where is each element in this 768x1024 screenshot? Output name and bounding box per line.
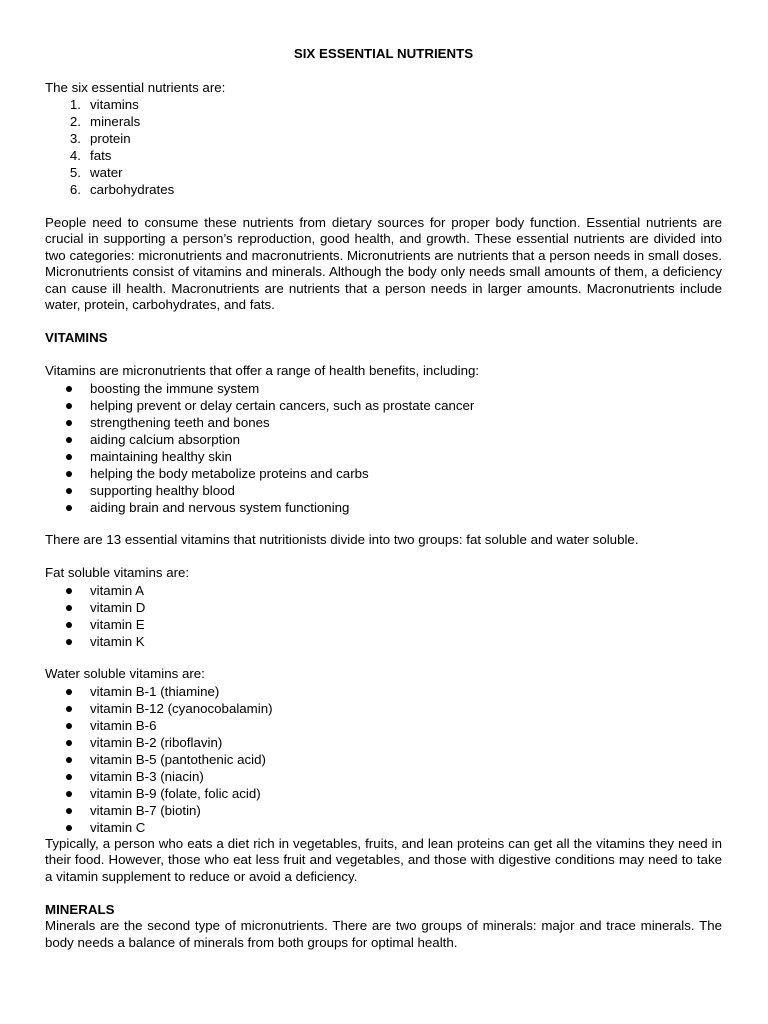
list-item: vitamin B-2 (riboflavin) [45, 734, 722, 751]
vitamins-closing-paragraph: Typically, a person who eats a diet rich in vegetables, fruits, and lean proteins can get all the vitamins they need in their food. However, those who eat less fruit and vegetables, and those with digestive conditions may need to take a vitamin supplement to reduce or avoid a deficiency. [45, 835, 722, 884]
list-item: 1. vitamins [45, 96, 722, 113]
nutrients-list [45, 96, 722, 198]
spacer [45, 516, 722, 533]
list-number: 1. [69, 97, 81, 112]
bullet-icon [66, 740, 72, 746]
fat-soluble-list [45, 582, 722, 650]
list-item: vitamin B-6 [45, 717, 722, 734]
list-item: 3. protein [45, 130, 722, 147]
water-soluble-list [45, 683, 722, 836]
bullet-icon [66, 488, 72, 494]
list-item: aiding brain and nervous system functioning [45, 499, 722, 516]
bullet-icon [66, 588, 72, 594]
spacer [45, 347, 722, 364]
list-item: vitamin C [45, 819, 722, 836]
bullet-icon [66, 689, 72, 695]
bullet-icon [66, 774, 72, 780]
bullet-icon [66, 757, 72, 763]
nutrients-intro: The six essential nutrients are: [45, 79, 226, 95]
vitamin-groups-text: There are 13 essential vitamins that nutritionists divide into two groups: fat soluble and water soluble. [45, 532, 639, 547]
bullet-icon [66, 639, 72, 645]
list-item: vitamin B-12 (cyanocobalamin) [45, 700, 722, 717]
bullet-icon [66, 471, 72, 477]
nutrients-paragraph: People need to consume these nutrients from dietary sources for proper body function. Essential nutrients are crucial in supporting a person’s reproduction, good health, and growth. These essential nutrients are divided into two categories: micronutrients and macronutrients. Micronutrients are nutrients that a person needs in small doses. Micronutrients consist of vitamins and minerals. Although the body only needs small amounts of them, a deficiency can cause ill health. Macronutrients are nutrients that a person needs in larger amounts. Macronutrients include water, protein, carbohydrates, and fats. [45, 214, 722, 312]
bullet-icon [66, 622, 72, 628]
list-item: vitamin B-9 (folate, folic acid) [45, 785, 722, 802]
bullet-icon [66, 454, 72, 460]
list-item: maintaining healthy skin [45, 448, 722, 465]
bullet-icon [66, 420, 72, 426]
list-item: vitamin D [45, 599, 722, 616]
list-item: 5. water [45, 164, 722, 181]
list-number: 6. [69, 182, 81, 197]
list-item: vitamin B-7 (biotin) [45, 802, 722, 819]
bullet-icon [66, 403, 72, 409]
list-item: vitamin E [45, 616, 722, 633]
list-item: 4. fats [45, 147, 722, 164]
spacer [45, 549, 722, 566]
vitamins-heading: VITAMINS [45, 330, 108, 345]
bullet-icon [66, 723, 72, 729]
list-item: boosting the immune system [45, 380, 722, 397]
list-item: vitamin K [45, 633, 722, 650]
list-number: 5. [69, 165, 81, 180]
bullet-icon [66, 605, 72, 611]
list-item: helping prevent or delay certain cancers, such as prostate cancer [45, 397, 722, 414]
list-item: supporting healthy blood [45, 482, 722, 499]
bullet-icon [66, 386, 72, 392]
document-page [45, 46, 722, 951]
list-number: 3. [69, 131, 81, 146]
spacer [45, 198, 722, 215]
minerals-heading: MINERALS [45, 901, 115, 917]
spacer [45, 650, 722, 667]
bullet-icon [66, 505, 72, 511]
list-item: vitamin B-5 (pantothenic acid) [45, 751, 722, 768]
bullet-icon [66, 437, 72, 443]
bullet-icon [66, 825, 72, 831]
bullet-icon [66, 791, 72, 797]
list-item: helping the body metabolize proteins and carbs [45, 465, 722, 482]
bullet-icon [66, 808, 72, 814]
bullet-icon [66, 706, 72, 712]
minerals-paragraph: Minerals are the second type of micronutrients. There are two groups of minerals: major and trace minerals. The body needs a balance of minerals from both groups for optimal health. [45, 918, 722, 950]
fat-soluble-intro: Fat soluble vitamins are: [45, 565, 190, 580]
list-item: 2. minerals [45, 113, 722, 130]
vitamin-benefits-list [45, 380, 722, 516]
spacer [45, 885, 722, 902]
list-item: vitamin B-1 (thiamine) [45, 683, 722, 700]
spacer [45, 314, 722, 331]
list-number: 2. [69, 114, 81, 129]
list-number: 4. [69, 148, 81, 163]
water-soluble-intro: Water soluble vitamins are: [45, 666, 205, 681]
list-item: strengthening teeth and bones [45, 414, 722, 431]
vitamins-intro: Vitamins are micronutrients that offer a range of health benefits, including: [45, 363, 480, 378]
document-title: SIX ESSENTIAL NUTRIENTS [293, 46, 474, 61]
list-item: 6. carbohydrates [45, 181, 722, 198]
list-item: vitamin A [45, 582, 722, 599]
list-item: vitamin B-3 (niacin) [45, 768, 722, 785]
list-item: aiding calcium absorption [45, 431, 722, 448]
